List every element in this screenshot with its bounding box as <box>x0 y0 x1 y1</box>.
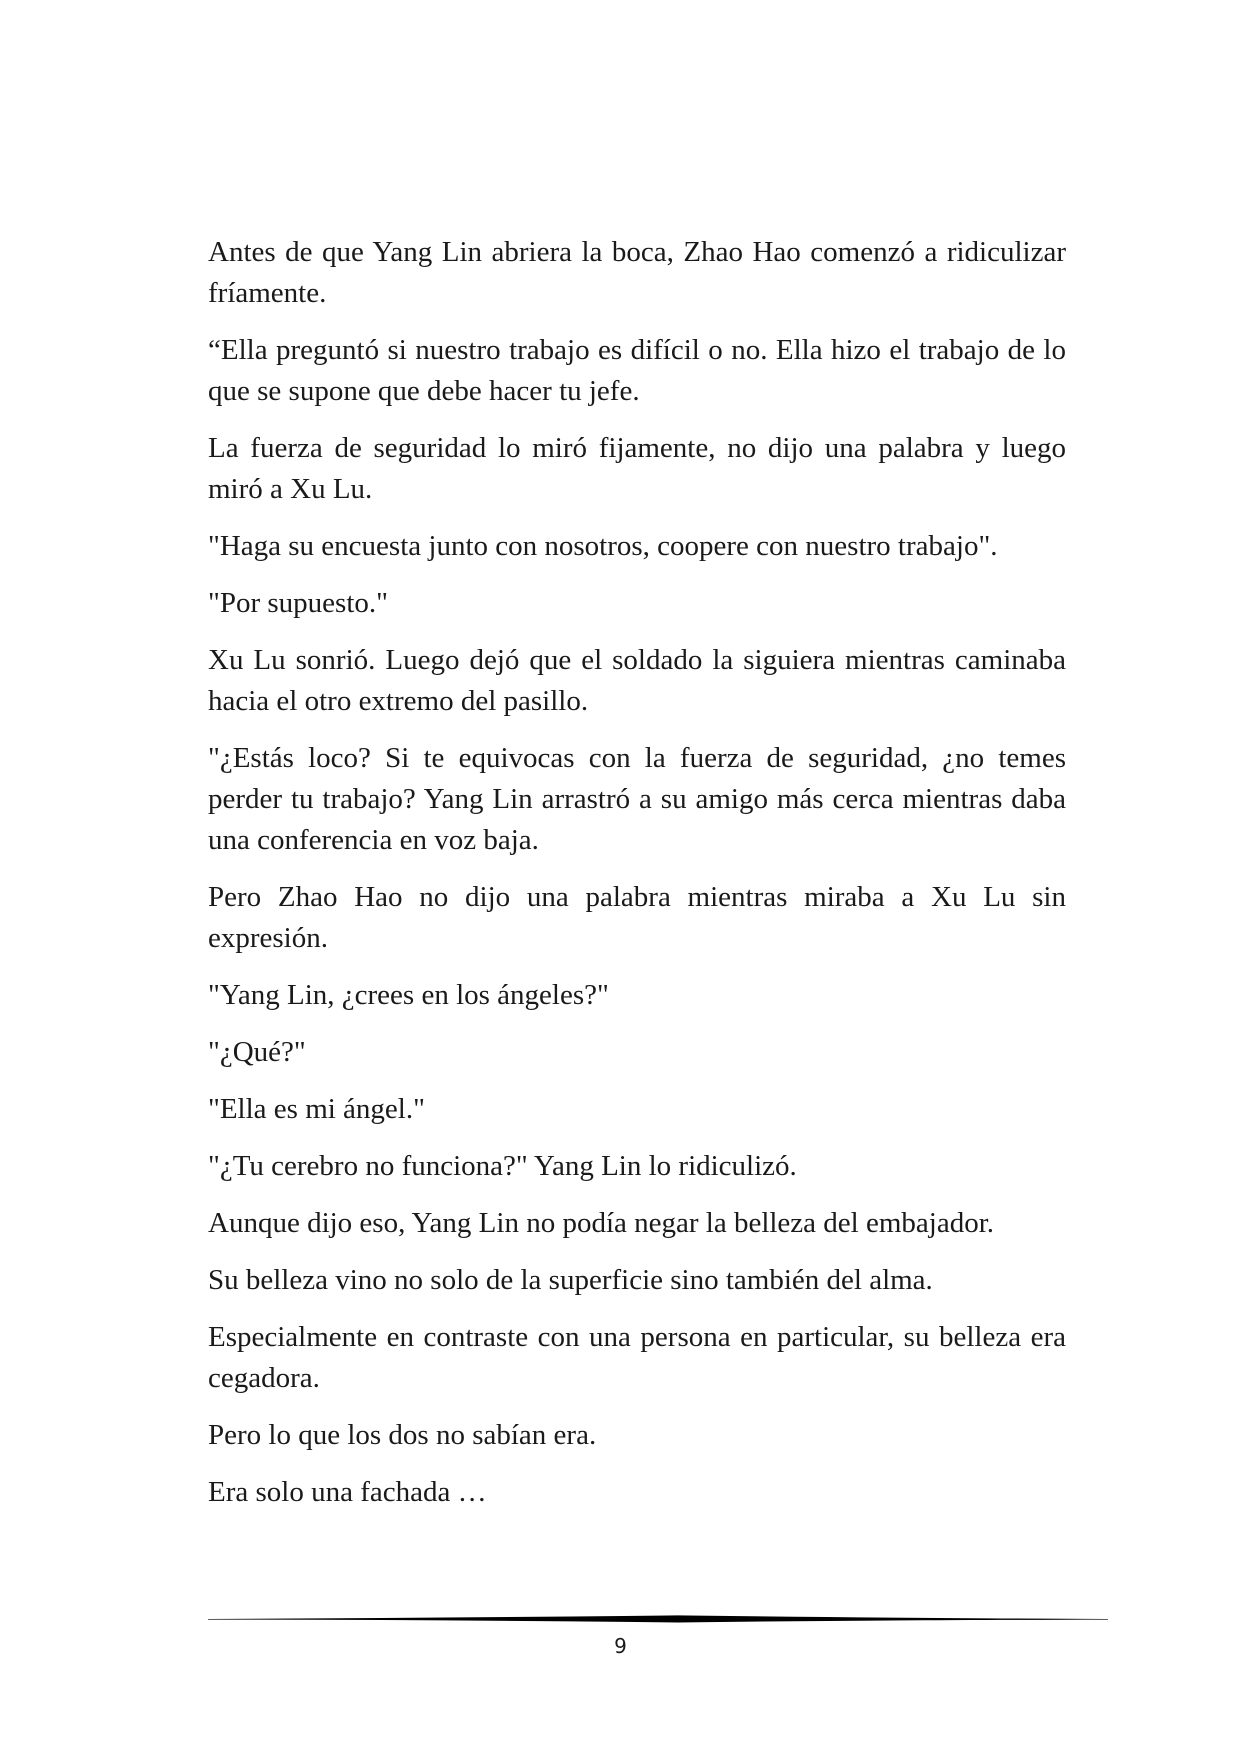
paragraph: "¿Estás loco? Si te equivocas con la fuerza de seguridad, ¿no temes perder tu trabajo? Yang Lin arrastró a su amigo más cerca mientras daba una conferencia en voz baja. <box>208 742 1066 856</box>
paragraph: Era solo una fachada … <box>208 1476 487 1508</box>
paragraph: Su belleza vino no solo de la superficie sino también del alma. <box>208 1264 933 1296</box>
page-number: 9 <box>614 1634 627 1658</box>
paragraph: "Por supuesto." <box>208 587 388 619</box>
paragraph: "Yang Lin, ¿crees en los ángeles?" <box>208 979 609 1011</box>
paragraph: La fuerza de seguridad lo miró fijamente, no dijo una palabra y luego miró a Xu Lu. <box>208 432 1066 505</box>
paragraph: Antes de que Yang Lin abriera la boca, Zhao Hao comenzó a ridiculizar fríamente. <box>208 236 1066 309</box>
footer-divider <box>208 1612 1108 1626</box>
paragraph: "¿Tu cerebro no funciona?" Yang Lin lo ridiculizó. <box>208 1150 797 1182</box>
paragraph: “Ella preguntó si nuestro trabajo es difícil o no. Ella hizo el trabajo de lo que se supone que debe hacer tu jefe. <box>208 334 1066 407</box>
paragraph: Aunque dijo eso, Yang Lin no podía negar la belleza del embajador. <box>208 1207 995 1239</box>
paragraph: Pero lo que los dos no sabían era. <box>208 1419 597 1451</box>
paragraph: Especialmente en contraste con una persona en particular, su belleza era cegadora. <box>208 1321 1066 1394</box>
body-text <box>208 232 1066 1529</box>
paragraph: "Ella es mi ángel." <box>208 1093 425 1125</box>
paragraph: "Haga su encuesta junto con nosotros, coopere con nuestro trabajo". <box>208 530 998 562</box>
paragraph: Xu Lu sonrió. Luego dejó que el soldado la siguiera mientras caminaba hacia el otro extremo del pasillo. <box>208 644 1066 717</box>
paragraph: Pero Zhao Hao no dijo una palabra mientras miraba a Xu Lu sin expresión. <box>208 881 1066 954</box>
paragraph: "¿Qué?" <box>208 1036 306 1068</box>
